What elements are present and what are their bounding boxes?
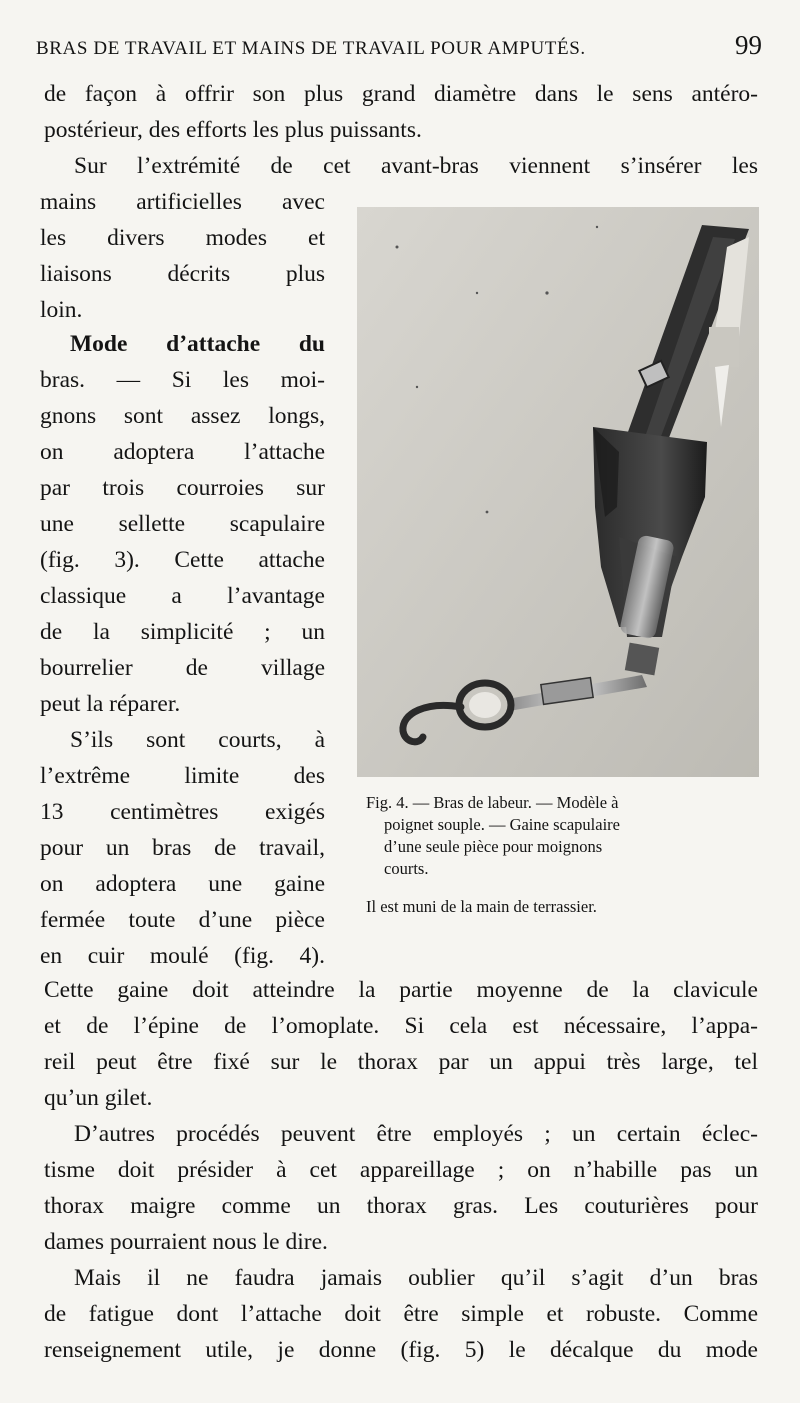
column-line: on adoptera une gaine [40, 871, 325, 897]
caption-line: poignet souple. — Gaine scapulaire [384, 815, 620, 834]
column-line: peut la réparer. [40, 691, 181, 717]
caption-note: Il est muni de la main de terrassier. [366, 897, 597, 916]
page-number: 99 [735, 30, 762, 60]
prosthetic-arm-illustration [357, 207, 759, 777]
column-line: fermée toute d’une pièce [40, 907, 325, 933]
column-line: par trois courroies sur [40, 475, 325, 501]
column-line: liaisons décrits plus [40, 261, 325, 287]
column-line: bras. — Si les moi- [40, 367, 325, 393]
caption-line: d’une seule pièce pour moignons [384, 837, 603, 856]
body-line: tisme doit présider à cet appareillage ; on n’habille pas un [44, 1157, 758, 1183]
body-line: Cette gaine doit atteindre la partie moyenne de la clavicule [44, 977, 758, 1003]
column-line: pour un bras de travail, [40, 835, 325, 861]
caption-line: Fig. 4. — Bras de labeur. — Modèle à [366, 793, 619, 812]
body-line: de fatigue dont l’attache doit être simple et robuste. Comme [44, 1301, 758, 1327]
page-header [36, 30, 762, 66]
column-line: on adoptera l’attache [40, 439, 325, 465]
body-line: D’autres procédés peuvent être employés ; un certain éclec- [74, 1121, 758, 1147]
body-line: qu’un gilet. [44, 1085, 153, 1111]
caption-line: courts. [384, 859, 429, 878]
body-line: Mais il ne faudra jamais oublier qu’il s’agit d’un bras [74, 1265, 758, 1291]
section-heading: Mode d’attache du [70, 331, 325, 357]
column-line: 13 centimètres exigés [40, 799, 325, 825]
figure-photo-prosthetic-arm [357, 207, 759, 777]
column-line: loin. [40, 297, 83, 323]
column-line: mains artificielles avec [40, 189, 325, 215]
column-line: gnons sont assez longs, [40, 403, 325, 429]
body-line: de façon à offrir son plus grand diamètre dans le sens antéro- [44, 81, 758, 107]
column-line: bourrelier de village [40, 655, 325, 681]
body-line: Sur l’extrémité de cet avant-bras viennent s’insérer les [74, 153, 758, 179]
column-line: l’extrême limite des [40, 763, 325, 789]
running-title: BRAS DE TRAVAIL ET MAINS DE TRAVAIL POUR AMPUTÉS. [36, 38, 586, 59]
body-line: reil peut être fixé sur le thorax par un appui très large, tel [44, 1049, 758, 1075]
column-line: les divers modes et [40, 225, 325, 251]
body-line: renseignement utile, je donne (fig. 5) le décalque du mode [44, 1337, 758, 1363]
column-line: S’ils sont courts, à [70, 727, 325, 753]
column-line: en cuir moulé (fig. 4). [40, 943, 325, 969]
body-line: thorax maigre comme un thorax gras. Les couturières pour [44, 1193, 758, 1219]
figure-caption [366, 792, 758, 918]
body-line: dames pourraient nous le dire. [44, 1229, 328, 1255]
body-line: et de l’épine de l’omoplate. Si cela est nécessaire, l’appa- [44, 1013, 758, 1039]
body-line: postérieur, des efforts les plus puissants. [44, 117, 422, 143]
column-line: une sellette scapulaire [40, 511, 325, 537]
column-line: (fig. 3). Cette attache [40, 547, 325, 573]
column-line: classique a l’avantage [40, 583, 325, 609]
column-line: de la simplicité ; un [40, 619, 325, 645]
